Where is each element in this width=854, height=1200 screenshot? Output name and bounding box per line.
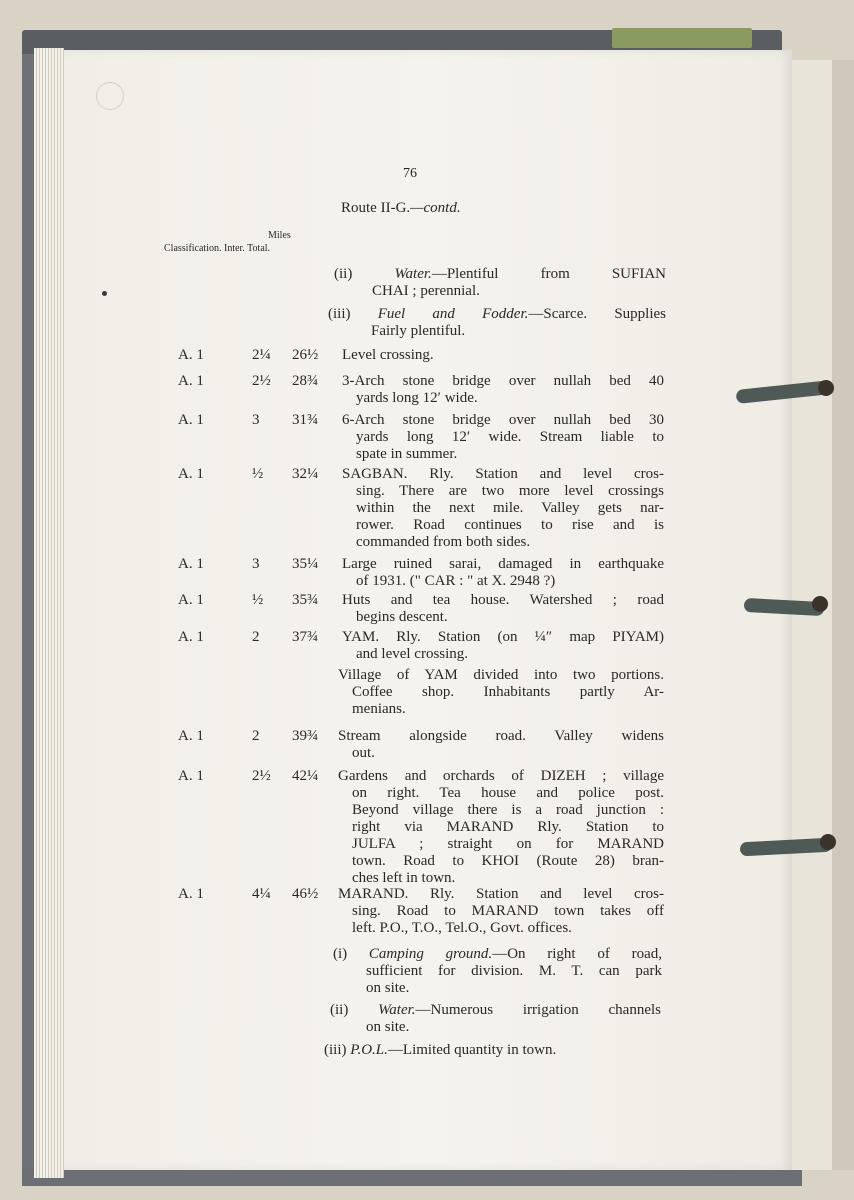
book-cover-bottom (22, 1168, 802, 1186)
row-line: and level crossing. (356, 646, 469, 662)
entry-fuel-fodder (328, 306, 666, 340)
row-line: left. P.O., T.O., Tel.O., Govt. offices. (352, 920, 572, 936)
route-title-text: Route II-G. (341, 200, 411, 216)
row-total-miles: 31¾ (292, 412, 319, 428)
row-line: 3-Arch stone bridge over nullah bed 40 (342, 373, 664, 389)
column-group-miles: Miles (268, 230, 291, 241)
column-headers: Classification. Inter. Total. (164, 243, 271, 254)
row-line: YAM. Rly. Station (on ¼″ map PIYAM) (342, 629, 664, 645)
row-line: out. (352, 745, 375, 761)
binding-hole-2 (812, 596, 828, 612)
entry-prefix: (ii) (334, 266, 395, 282)
row-line: Stream alongside road. Valley widens (338, 728, 664, 744)
entry-line: —Plentiful from SUFIAN (431, 266, 667, 282)
row-classification: A. 1 (178, 629, 204, 645)
entry-line: Fairly plentiful. (371, 323, 466, 339)
row-line: spate in summer. (356, 446, 458, 462)
row-line: rower. Road continues to rise and is (356, 517, 664, 533)
row-line: town. Road to KHOI (Route 28) bran- (352, 853, 664, 869)
entry-line: on site. (366, 1019, 410, 1035)
entry-water-bottom (330, 1002, 661, 1036)
row-inter-miles: 4¼ (252, 886, 271, 902)
row-inter-miles: 2½ (252, 768, 271, 784)
row-total-miles: 39¾ (292, 728, 319, 744)
faint-stamp-mark (96, 82, 124, 110)
cloth-binding-strip (612, 28, 752, 48)
entry-prefix: (i) (333, 946, 369, 962)
row-line: yards long 12′ wide. (356, 390, 478, 406)
row-line: sing. Road to MARAND town takes off (352, 903, 664, 919)
entry-term: Water. (394, 266, 432, 282)
row-line: 6-Arch stone bridge over nullah bed 30 (342, 412, 664, 428)
row-total-miles: 35¾ (292, 592, 319, 608)
row-inter-miles: ½ (252, 466, 264, 482)
row-line: sing. There are two more level crossings (356, 483, 664, 499)
row-classification: A. 1 (178, 466, 204, 482)
entry-line: —Limited quantity in town. (387, 1042, 557, 1058)
entry-prefix: (iii) (324, 1042, 351, 1058)
entry-term: Water. (378, 1002, 416, 1018)
row-total-miles: 37¾ (292, 629, 319, 645)
row-inter-miles: 2½ (252, 373, 271, 389)
margin-dot (102, 291, 107, 296)
row-line: on right. Tea house and police post. (352, 785, 664, 801)
entry-line: —Numerous irrigation channels (415, 1002, 661, 1018)
entry-prefix: (ii) (330, 1002, 379, 1018)
entry-term: Fuel and Fodder. (377, 306, 529, 322)
row-classification: A. 1 (178, 886, 204, 902)
binding-hole-1 (818, 380, 834, 396)
entry-prefix: (iii) (328, 306, 378, 322)
row-total-miles: 35¼ (292, 556, 319, 572)
row-line: JULFA ; straight on for MARAND (352, 836, 664, 852)
route-title (341, 200, 461, 217)
row-line: MARAND. Rly. Station and level cros- (338, 886, 664, 902)
row-classification: A. 1 (178, 556, 204, 572)
entry-line: —On right of road, (492, 946, 662, 962)
entry-term: P.O.L. (350, 1042, 388, 1058)
row-inter-miles: 3 (252, 556, 260, 572)
row-description (342, 412, 664, 463)
row-description (342, 466, 664, 551)
row-description (342, 373, 664, 407)
row-classification: A. 1 (178, 592, 204, 608)
row-classification: A. 1 (178, 768, 204, 784)
row-inter-miles: 3 (252, 412, 260, 428)
row-inter-miles: 2¼ (252, 347, 271, 363)
row-line: Gardens and orchards of DIZEH ; village (338, 768, 664, 784)
row-line: commanded from both sides. (356, 534, 531, 550)
row-classification: A. 1 (178, 728, 204, 744)
row-line: of 1931. (" CAR : " at X. 2948 ?) (356, 573, 556, 589)
row-line: SAGBAN. Rly. Station and level cros- (342, 466, 664, 482)
row-total-miles: 32¼ (292, 466, 319, 482)
row-line: yards long 12′ wide. Stream liable to (356, 429, 664, 445)
row-description (342, 629, 664, 663)
row-total-miles: 46½ (292, 886, 319, 902)
row-total-miles: 26½ (292, 347, 319, 363)
row-classification: A. 1 (178, 412, 204, 428)
row-line: Village of YAM divided into two portions. (338, 667, 664, 683)
route-title-suffix: —contd. (410, 200, 461, 216)
row-inter-miles: 2 (252, 728, 260, 744)
row-description (338, 886, 664, 937)
row-line: Huts and tea house. Watershed ; road (342, 592, 664, 608)
row-description (338, 667, 664, 718)
row-line: Beyond village there is a road junction : (352, 802, 664, 818)
binding-hole-3 (820, 834, 836, 850)
page-number: 76 (403, 166, 417, 181)
entry-line: —Scarce. Supplies (528, 306, 666, 322)
row-classification: A. 1 (178, 347, 204, 363)
row-description (338, 768, 664, 887)
row-description (338, 728, 664, 762)
row-description (342, 592, 664, 626)
entry-line: sufficient for division. M. T. can park (366, 963, 662, 979)
entry-camping-ground (333, 946, 662, 997)
row-total-miles: 42¼ (292, 768, 319, 784)
entry-line: CHAI ; perennial. (372, 283, 480, 299)
row-total-miles: 28¾ (292, 373, 319, 389)
row-line: menians. (352, 701, 406, 717)
row-line: Level crossing. (342, 347, 434, 363)
row-inter-miles: ½ (252, 592, 264, 608)
row-line: right via MARAND Rly. Station to (352, 819, 664, 835)
row-description (342, 347, 664, 364)
page-stack-edges (34, 48, 64, 1178)
row-description (342, 556, 664, 590)
row-inter-miles: 2 (252, 629, 260, 645)
row-line: ches left in town. (352, 870, 456, 886)
row-line: within the next mile. Valley gets nar- (356, 500, 664, 516)
entry-water-top (334, 266, 666, 300)
row-line: Large ruined sarai, damaged in earthquake (342, 556, 664, 572)
entry-pol (324, 1042, 644, 1059)
row-line: begins descent. (356, 609, 448, 625)
row-classification: A. 1 (178, 373, 204, 389)
entry-line: on site. (366, 980, 410, 996)
entry-term: Camping ground. (368, 946, 493, 962)
row-line: Coffee shop. Inhabitants partly Ar- (352, 684, 664, 700)
